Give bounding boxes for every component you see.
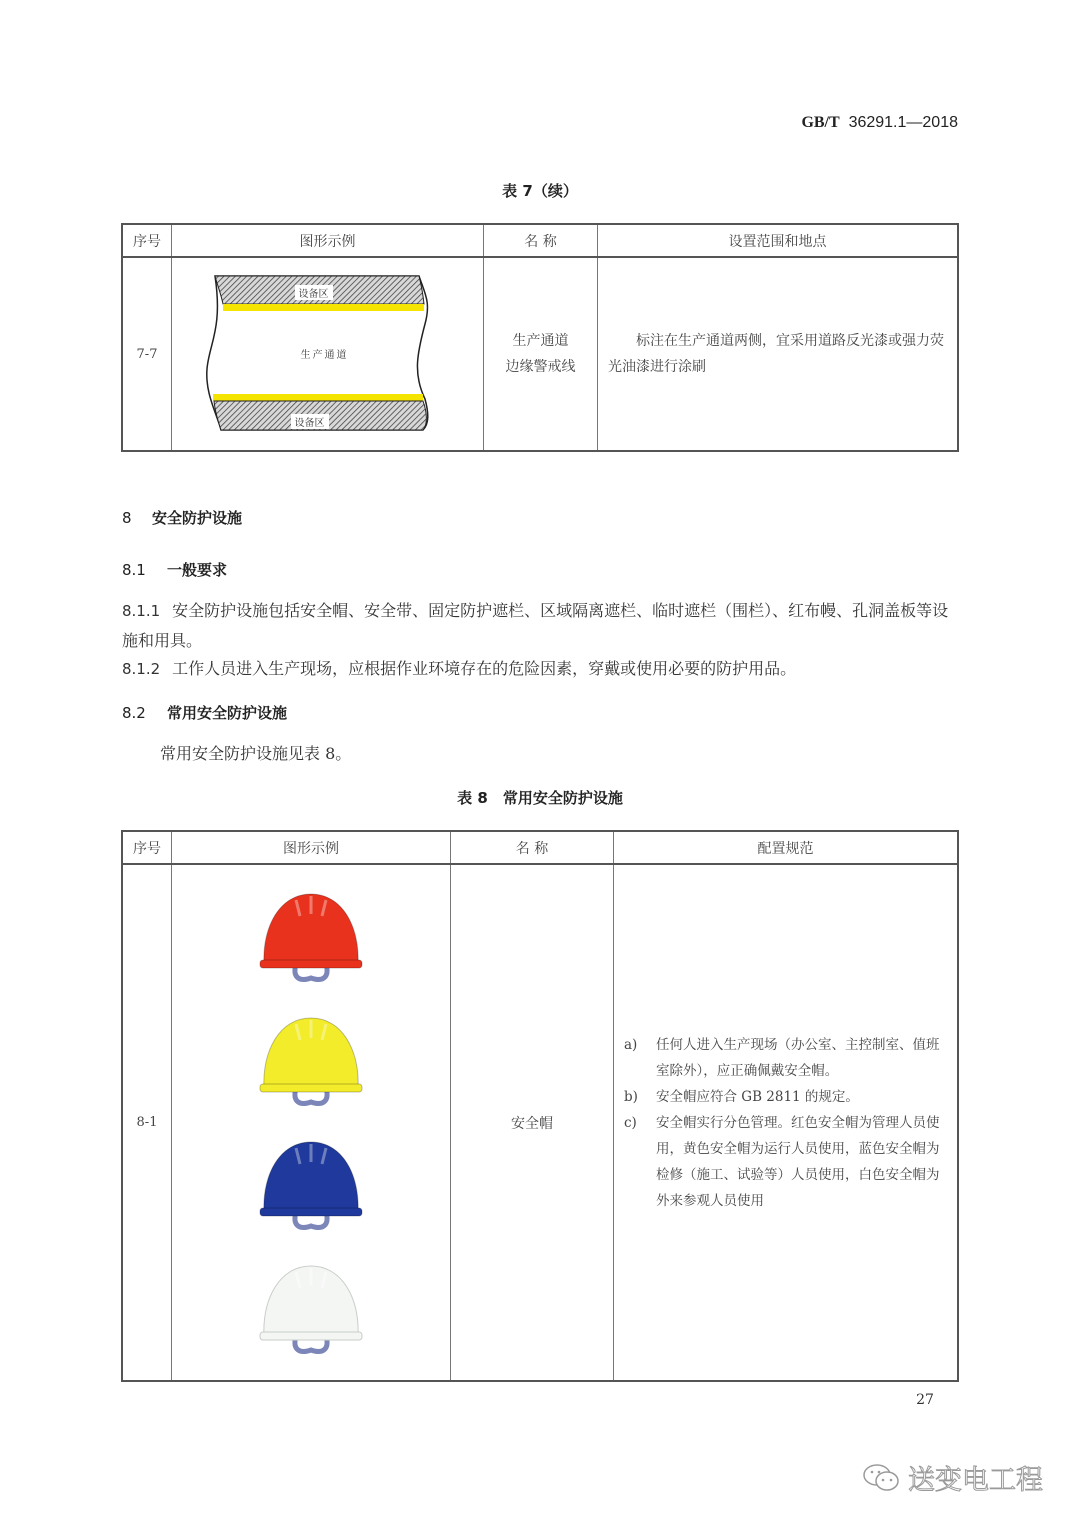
table8-header-figure: 图形示例 <box>172 831 451 864</box>
table8-header-name: 名 称 <box>451 831 614 864</box>
spec-list <box>614 1032 957 1214</box>
helmet-white <box>256 1258 366 1370</box>
row-id: 8-1 <box>122 864 172 1381</box>
table-row <box>122 864 958 1381</box>
helmet-figures <box>172 864 451 1381</box>
helmet-list <box>172 876 450 1370</box>
watermark <box>862 1458 1043 1497</box>
paragraph-8-1-1 <box>122 596 962 655</box>
section-number: 8 <box>122 509 132 527</box>
passage-diagram <box>203 274 453 434</box>
page-number: 27 <box>916 1392 934 1408</box>
paragraph-text: 工作人员进入生产现场，应根据作业环境存在的危险因素，穿戴或使用必要的防护用品。 <box>172 659 797 678</box>
paragraph-8-1-2 <box>122 654 962 684</box>
helmet-red <box>256 886 366 998</box>
paragraph-8-2: 常用安全防护设施见表 8。 <box>160 744 352 763</box>
row-scope-text: 标注在生产通道两侧，宜采用道路反光漆或强力荧光油漆进行涂刷 <box>608 333 944 375</box>
row-name-line2: 边缘警戒线 <box>505 359 576 375</box>
paragraph-number: 8.1.2 <box>122 660 161 678</box>
helmet-icon <box>256 1258 366 1366</box>
spec-item <box>624 1110 947 1214</box>
row-id: 7-7 <box>122 257 172 451</box>
watermark-text: 送变电工程 <box>908 1465 1043 1496</box>
bottom-zone-label: 设备区 <box>291 414 329 429</box>
center-passage-label: 生产通道 <box>300 350 349 361</box>
section-title: 一般要求 <box>167 561 228 579</box>
table8-header-spec: 配置规范 <box>614 831 959 864</box>
spec-text: 任何人进入生产现场（办公室、主控制室、值班室除外），应正确佩戴安全帽。 <box>656 1036 940 1079</box>
spec-item <box>624 1032 947 1084</box>
spec-label: c) <box>624 1114 637 1131</box>
table7 <box>121 223 959 452</box>
wechat-icon <box>862 1463 902 1493</box>
standard-code <box>760 114 958 132</box>
helmet-icon <box>256 886 366 994</box>
standard-number: 36291.1—2018 <box>848 114 958 131</box>
helmet-blue <box>256 1134 366 1246</box>
spec-label: b) <box>624 1088 638 1105</box>
table8-header-seq: 序号 <box>122 831 172 864</box>
spec-text: 安全帽应符合 GB 2811 的规定。 <box>656 1088 859 1105</box>
spec-text: 安全帽实行分色管理。红色安全帽为管理人员使用，黄色安全帽为运行人员使用，蓝色安全帽为检修（施工、试验等）人员使用，白色安全帽为外来参观人员使用 <box>656 1114 940 1209</box>
section-8-1-heading <box>122 559 227 580</box>
section-title: 安全防护设施 <box>152 509 243 527</box>
passage-figure <box>172 257 484 451</box>
top-zone-label: 设备区 <box>295 285 333 300</box>
row-specs <box>614 864 959 1381</box>
section-8-2-heading <box>122 702 287 723</box>
standard-prefix: GB/T <box>801 114 840 131</box>
section-number: 8.2 <box>122 704 146 722</box>
table7-header-name: 名 称 <box>484 224 598 257</box>
table-row <box>122 257 958 451</box>
spec-label: a) <box>624 1036 638 1053</box>
row-name-line1: 生产通道 <box>512 333 569 349</box>
table8 <box>121 830 959 1382</box>
table7-header-seq: 序号 <box>122 224 172 257</box>
helmet-icon <box>256 1134 366 1242</box>
paragraph-number: 8.1.1 <box>122 602 161 620</box>
spec-item <box>624 1084 947 1110</box>
row-name: 安全帽 <box>451 864 614 1381</box>
table8-caption: 表 8 常用安全防护设施 <box>457 789 623 807</box>
table7-caption: 表 7（续） <box>502 182 578 200</box>
section-number: 8.1 <box>122 561 146 579</box>
helmet-yellow <box>256 1010 366 1122</box>
helmet-icon <box>256 1010 366 1118</box>
table7-header-figure: 图形示例 <box>172 224 484 257</box>
section-title: 常用安全防护设施 <box>167 704 288 722</box>
section-8-heading <box>122 507 242 528</box>
paragraph-text: 安全防护设施包括安全帽、安全带、固定防护遮栏、区域隔离遮栏、临时遮栏（围栏）、红布幔、孔洞盖板等设施和用具。 <box>122 601 949 650</box>
row-name <box>484 257 598 451</box>
top-warning-line <box>223 304 424 311</box>
table7-header-scope: 设置范围和地点 <box>598 224 959 257</box>
row-scope <box>598 257 959 451</box>
bottom-warning-line <box>213 394 423 401</box>
